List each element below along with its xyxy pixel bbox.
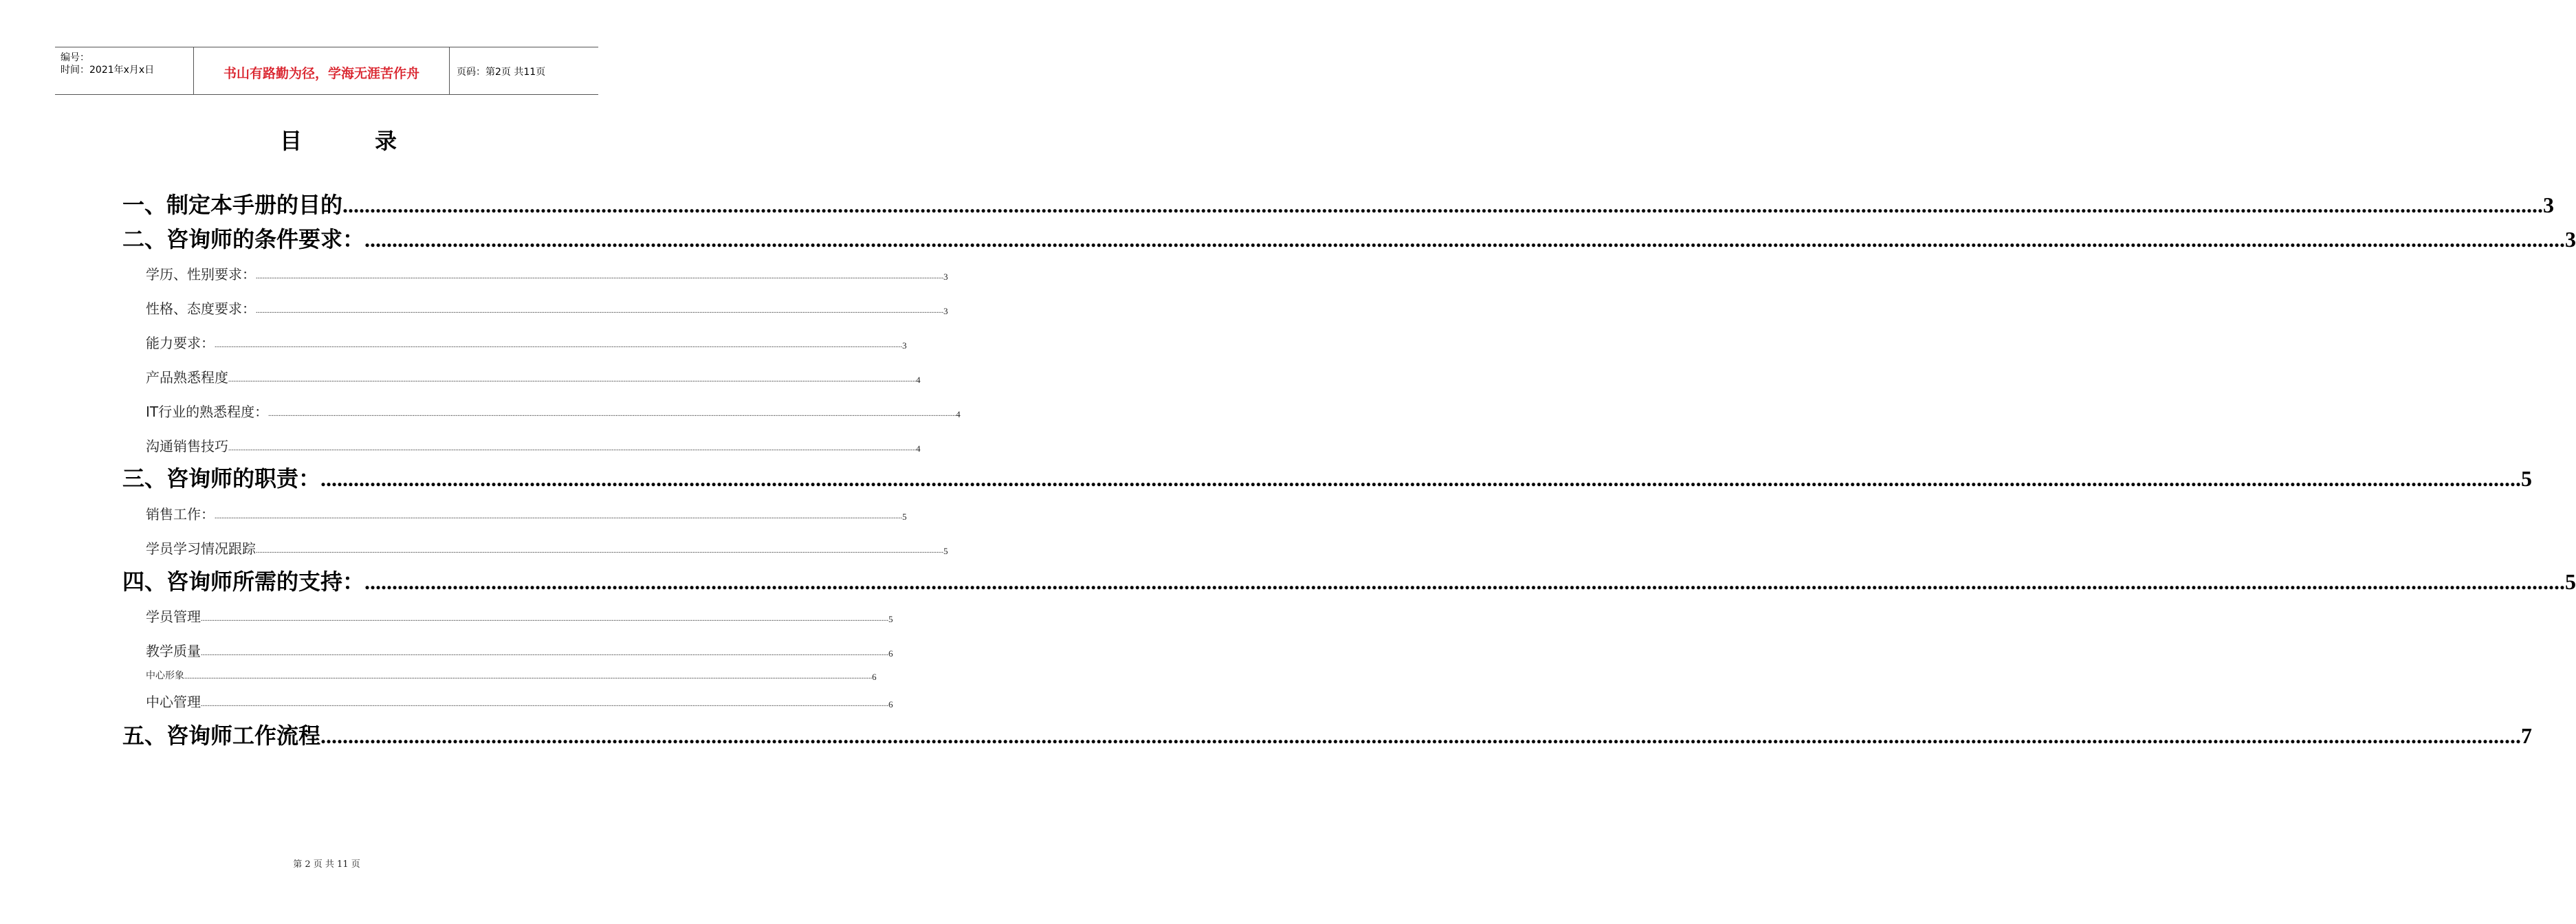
toc-page-number: 3 bbox=[943, 272, 948, 282]
header-table bbox=[55, 47, 598, 95]
toc-entry-level2[interactable] bbox=[146, 436, 921, 456]
toc-entry-text: 性格、态度要求： bbox=[146, 300, 256, 317]
toc-leader: ................................................................................................................................................................................................................................................................................................................................................................................................................ bbox=[364, 569, 2566, 594]
toc-page-number: 4 bbox=[916, 443, 921, 454]
toc-entry-level3[interactable] bbox=[146, 668, 877, 683]
toc-entry-text: 能力要求： bbox=[146, 335, 215, 351]
toc-leader: ................................................................................................................................................................................................................................................................................................................................................................................................................ bbox=[184, 673, 872, 681]
toc-leader: ................................................................................................................................................................................................................................................................................................................................................................................................................ bbox=[228, 445, 916, 452]
toc-entry-text: 产品熟悉程度 bbox=[146, 369, 228, 386]
header-right-cell bbox=[450, 47, 598, 94]
toc-page-number: 6 bbox=[888, 648, 893, 659]
motto-text: 书山有路勤为径，学海无涯苦作舟 bbox=[223, 66, 419, 81]
toc-page-number: 5 bbox=[2521, 466, 2533, 491]
toc-title-char-2: 录 bbox=[375, 128, 397, 154]
toc-leader: ................................................................................................................................................................................................................................................................................................................................................................................................................ bbox=[320, 723, 2522, 748]
toc-entry-text: 一、制定本手册的目的 bbox=[122, 192, 343, 218]
toc-entry-level2[interactable] bbox=[146, 504, 907, 525]
toc-entry-text: 学历、性别要求： bbox=[146, 266, 256, 283]
toc-entry-level2[interactable] bbox=[146, 367, 921, 388]
toc-title bbox=[0, 124, 653, 154]
toc-title-char-1: 目 bbox=[280, 128, 303, 154]
toc-leader: ................................................................................................................................................................................................................................................................................................................................................................................................................ bbox=[364, 227, 2566, 252]
toc-entry-level1[interactable] bbox=[122, 190, 2555, 219]
toc-entry-level2[interactable] bbox=[146, 298, 948, 319]
toc-leader: ................................................................................................................................................................................................................................................................................................................................................................................................................ bbox=[268, 410, 957, 418]
toc-page-number: 6 bbox=[872, 672, 877, 682]
page-footer: 第 2 页 共 11 页 bbox=[293, 859, 360, 870]
toc-entry-level2[interactable] bbox=[146, 692, 893, 712]
toc-page-number: 5 bbox=[2565, 569, 2576, 594]
header-center-cell bbox=[194, 47, 450, 94]
toc-leader: ................................................................................................................................................................................................................................................................................................................................................................................................................ bbox=[201, 701, 888, 708]
toc-page-number: 7 bbox=[2521, 723, 2533, 748]
toc-entry-text: 学员管理 bbox=[146, 608, 201, 625]
toc-leader: ................................................................................................................................................................................................................................................................................................................................................................................................................ bbox=[342, 192, 2544, 217]
toc-entry-text: 中心管理 bbox=[146, 694, 201, 710]
toc-page-number: 5 bbox=[902, 512, 907, 522]
toc-leader: ................................................................................................................................................................................................................................................................................................................................................................................................................ bbox=[201, 650, 888, 657]
toc-leader: ................................................................................................................................................................................................................................................................................................................................................................................................................ bbox=[201, 615, 888, 623]
toc-entry-text: 教学质量 bbox=[146, 643, 201, 659]
toc-entry-text: 五、咨询师工作流程 bbox=[122, 723, 321, 749]
toc-leader: ................................................................................................................................................................................................................................................................................................................................................................................................................ bbox=[320, 466, 2522, 491]
toc-page-number: 5 bbox=[888, 614, 893, 624]
toc-page-number: 3 bbox=[943, 306, 948, 316]
toc-page-number: 3 bbox=[2543, 192, 2555, 217]
toc-entry-text: 四、咨询师所需的支持： bbox=[122, 569, 365, 595]
toc-leader: ................................................................................................................................................................................................................................................................................................................................................................................................................ bbox=[215, 342, 902, 349]
toc-page-number: 5 bbox=[943, 546, 948, 556]
toc-leader: ................................................................................................................................................................................................................................................................................................................................................................................................................ bbox=[215, 513, 902, 520]
toc-leader: ................................................................................................................................................................................................................................................................................................................................................................................................................ bbox=[256, 547, 943, 555]
toc-entry-level1[interactable] bbox=[122, 464, 2533, 493]
toc-page-number: 3 bbox=[2565, 227, 2576, 252]
number-label: 编号： bbox=[61, 52, 89, 63]
toc-entry-level2[interactable] bbox=[146, 333, 907, 353]
toc-entry-level2[interactable] bbox=[146, 402, 961, 422]
toc-leader: ................................................................................................................................................................................................................................................................................................................................................................................................................ bbox=[228, 376, 916, 384]
page-info: 页码：第2页 共11页 bbox=[457, 67, 546, 78]
toc-entry-text: 中心形象 bbox=[146, 670, 184, 681]
toc-entry-text: IT行业的熟悉程度： bbox=[146, 404, 269, 420]
toc-page-number: 6 bbox=[888, 699, 893, 710]
toc-entry-level1[interactable] bbox=[122, 721, 2533, 750]
toc-entry-text: 学员学习情况跟踪 bbox=[146, 540, 256, 557]
toc-entry-level2[interactable] bbox=[146, 606, 893, 627]
toc-leader: ................................................................................................................................................................................................................................................................................................................................................................................................................ bbox=[256, 307, 943, 315]
toc-page-number: 4 bbox=[956, 409, 961, 419]
toc-entry-level2[interactable] bbox=[146, 538, 948, 559]
toc-entry-level1[interactable] bbox=[122, 567, 2576, 596]
toc-page-number: 4 bbox=[916, 375, 921, 385]
time-label: 时间：2021年x月x日 bbox=[61, 65, 155, 76]
toc-entry-text: 二、咨询师的条件要求： bbox=[122, 226, 365, 252]
header-left-cell bbox=[55, 47, 194, 94]
toc-entry-level1[interactable] bbox=[122, 225, 2576, 254]
toc-page-number: 3 bbox=[902, 340, 907, 351]
toc-entry-text: 销售工作： bbox=[146, 506, 215, 522]
toc-entry-level2[interactable] bbox=[146, 641, 893, 661]
toc-leader: ................................................................................................................................................................................................................................................................................................................................................................................................................ bbox=[256, 273, 943, 280]
toc-entry-text: 沟通销售技巧 bbox=[146, 438, 228, 454]
toc-entry-level2[interactable] bbox=[146, 264, 948, 285]
toc-entry-text: 三、咨询师的职责： bbox=[122, 465, 321, 492]
